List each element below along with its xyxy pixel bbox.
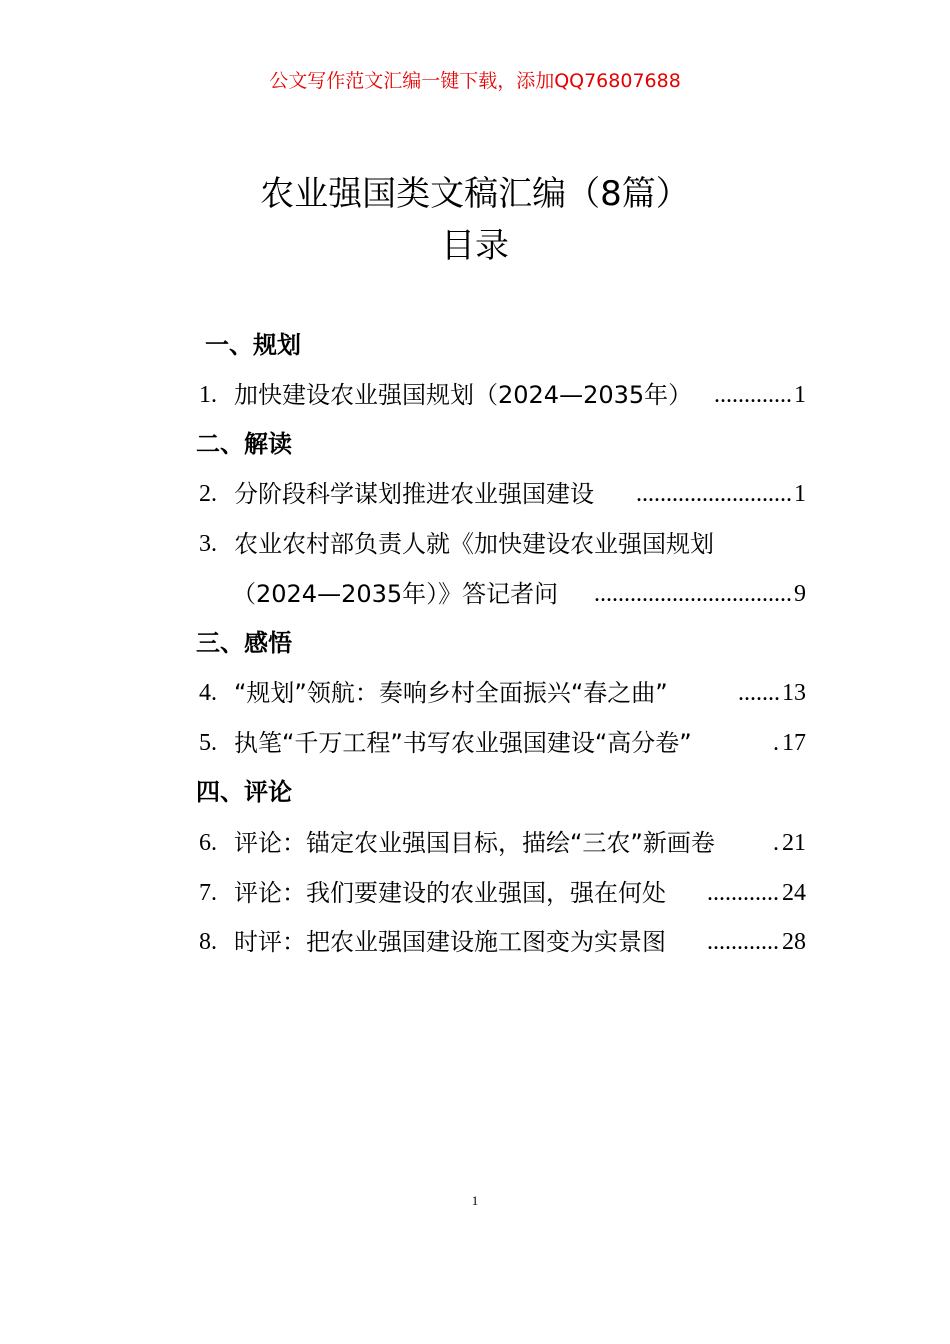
- entry-leader-dots: ............: [707, 880, 779, 906]
- toc-entry[interactable]: [199, 676, 806, 710]
- entry-number: 8.: [199, 929, 217, 955]
- entry-page-number: 28: [782, 929, 806, 955]
- entry-title-continuation: （2024—2035年）》答记者问: [232, 580, 559, 608]
- section-heading-reflections: 三、感悟: [196, 629, 292, 657]
- entry-title: 评论：我们要建设的农业强国，强在何处: [234, 879, 666, 907]
- toc-entry[interactable]: [199, 826, 806, 860]
- entry-page-number: 9: [794, 581, 806, 607]
- entry-page-number: 21: [782, 830, 806, 856]
- toc-entry[interactable]: [199, 726, 806, 760]
- toc-heading: 目录: [441, 226, 509, 266]
- entry-number: 3.: [199, 531, 217, 557]
- section-heading-commentary: 四、评论: [196, 778, 292, 806]
- entry-title: 时评：把农业强国建设施工图变为实景图: [234, 928, 666, 956]
- entry-title: 分阶段科学谋划推进农业强国建设: [234, 480, 594, 508]
- section-heading-planning: 一、规划: [205, 331, 301, 359]
- entry-page-number: 17: [782, 730, 806, 756]
- download-banner: 公文写作范文汇编一键下载，添加QQ76807688: [269, 70, 681, 92]
- entry-number: 1.: [199, 382, 217, 408]
- entry-page-number: 1: [794, 481, 806, 507]
- entry-page-number: 13: [782, 680, 806, 706]
- entry-title: 执笔“千万工程”书写农业强国建设“高分卷”: [234, 729, 692, 757]
- entry-number: 2.: [199, 481, 217, 507]
- entry-title: “规划”领航：奏响乡村全面振兴“春之曲”: [234, 679, 668, 707]
- entry-leader-dots: .: [773, 730, 779, 756]
- document-title: 农业强国类文稿汇编（8篇）: [260, 174, 690, 214]
- toc-entry[interactable]: [199, 925, 806, 959]
- entry-number: 6.: [199, 830, 217, 856]
- entry-leader-dots: ..........................: [636, 481, 792, 507]
- entry-title: 农业农村部负责人就《加快建设农业强国规划: [234, 530, 714, 558]
- entry-leader-dots: .................................: [594, 581, 792, 607]
- toc-entry[interactable]: [199, 527, 806, 561]
- section-heading-interpretation: 二、解读: [196, 430, 292, 458]
- entry-title: 加快建设农业强国规划（2024—2035年）: [234, 381, 693, 409]
- entry-leader-dots: ............: [707, 929, 779, 955]
- toc-entry-continuation[interactable]: [232, 577, 806, 611]
- entry-page-number: 1: [794, 382, 806, 408]
- toc-entry[interactable]: [199, 876, 806, 910]
- entry-title: 评论：锚定农业强国目标，描绘“三农”新画卷: [234, 829, 715, 857]
- entry-page-number: 24: [782, 880, 806, 906]
- entry-leader-dots: .......: [738, 680, 780, 706]
- page-number: 1: [471, 1193, 479, 1208]
- entry-leader-dots: .............: [714, 382, 792, 408]
- entry-number: 4.: [199, 680, 217, 706]
- entry-number: 7.: [199, 880, 217, 906]
- toc-entry[interactable]: [199, 477, 806, 511]
- entry-leader-dots: .: [773, 830, 779, 856]
- entry-number: 5.: [199, 730, 217, 756]
- toc-entry[interactable]: [199, 378, 806, 412]
